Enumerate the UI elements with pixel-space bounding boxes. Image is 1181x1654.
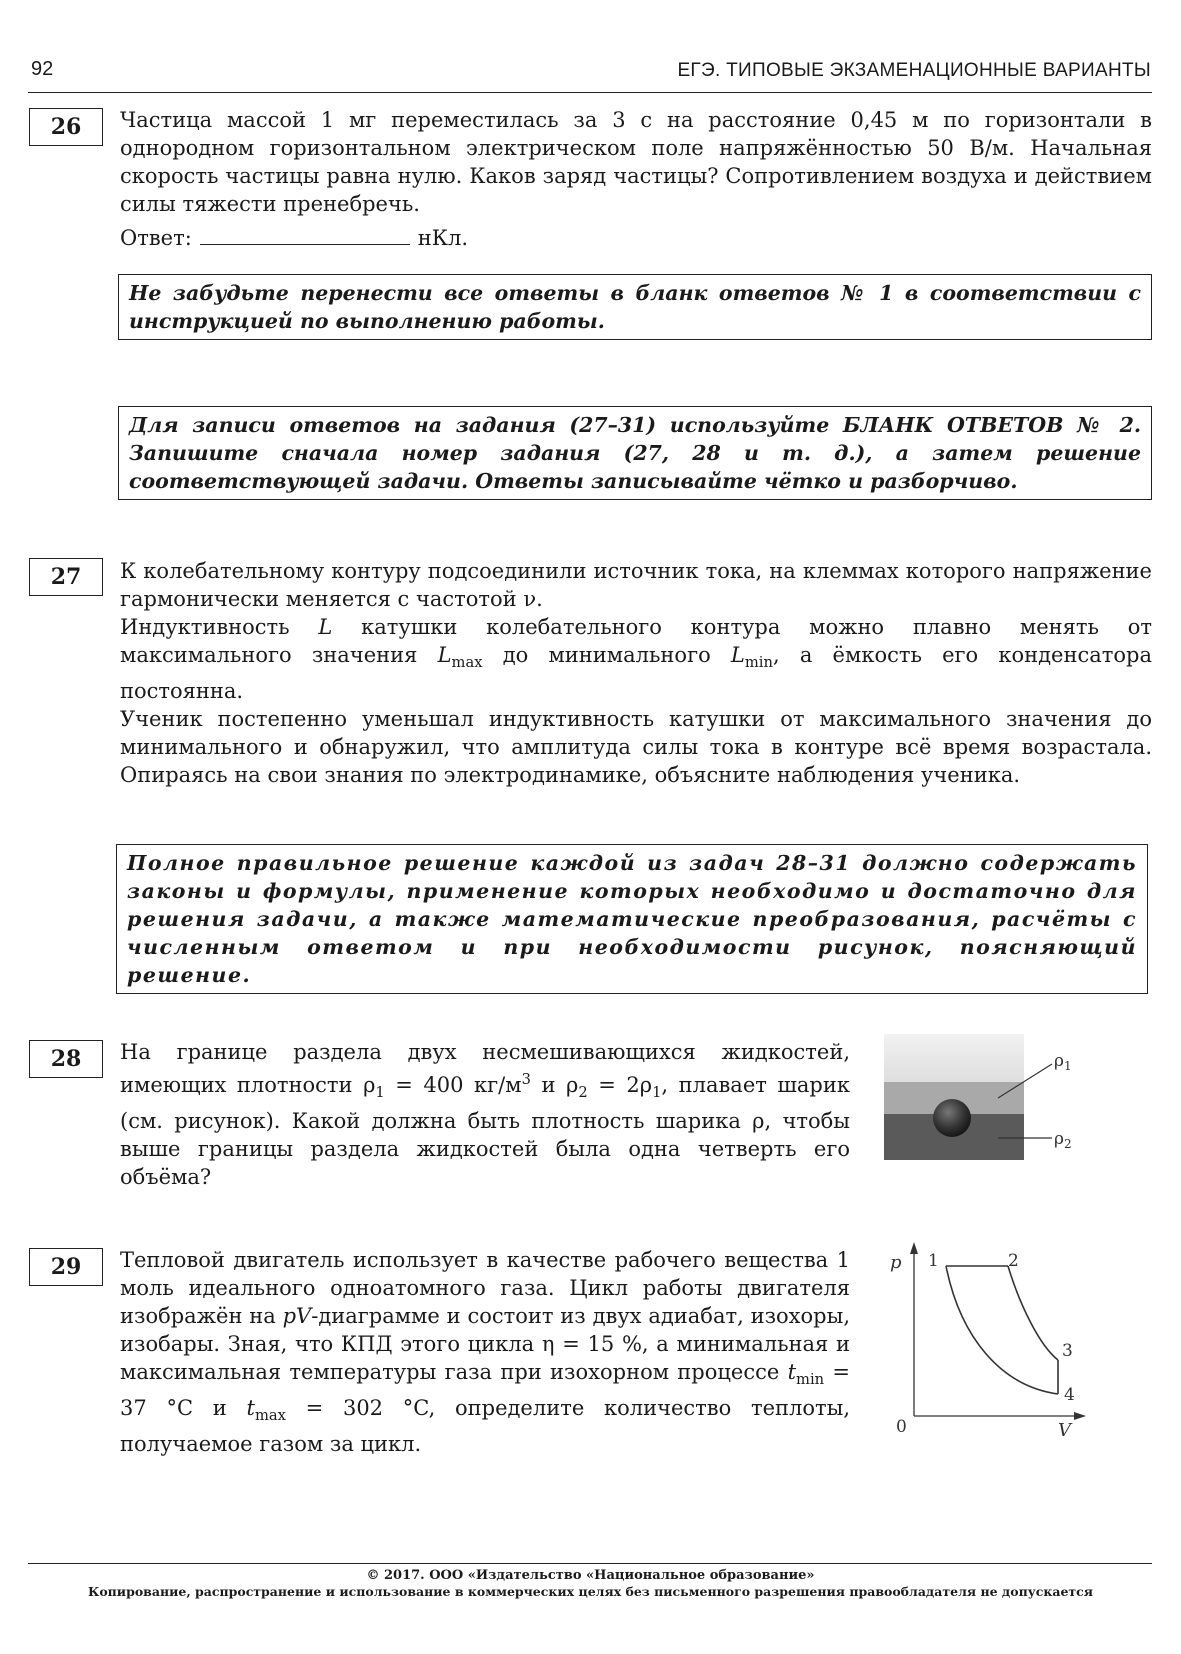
question-27-number: 27 — [29, 558, 103, 596]
footer-divider — [28, 1563, 1152, 1564]
figure-pv-diagram — [880, 1236, 1110, 1446]
copyright-line: © 2017. ООО «Издательство «Национальное образование» — [366, 1568, 815, 1583]
adiabat-2-3 — [1008, 1266, 1058, 1360]
question-26-body: Частица массой 1 мг переместилась за 3 с на расстояние 0,45 м по горизонтали в однородном горизонтальном электрическом поле напряжённостью 50 В/м. Начальная скорость частицы равна нулю. Каков заряд частицы? Сопротивлением воздуха и действием силы тяжести пренебречь. — [120, 108, 1152, 216]
reminder-note: Не забудьте перенести все ответы в бланк ответов № 1 в соответствии с инструкцией по выполнению работы. — [118, 274, 1152, 340]
question-29-body: Тепловой двигатель использует в качестве рабочего вещества 1 моль идеального одноатомного газа. Цикл работы двигателя изображён на pV-диаграмме и состоит из двух адиабат, изохоры, изобары. Зная, что КПД этого цикла η = 15 %, а минимальная и максимальная температуры газа при изохорном процессе $t_{min} = 37$ °C и $t_{max} = 302$ °C, определите количество теплоты, получаемое газом за цикл. — [120, 1248, 850, 1457]
label-rho1: $\rho_1$ — [1054, 1051, 1072, 1073]
question-27-text — [120, 557, 1152, 789]
floating-ball — [933, 1099, 971, 1137]
container-top-space — [884, 1034, 1024, 1082]
question-29-number: 29 — [29, 1248, 103, 1286]
question-29-text — [120, 1246, 850, 1458]
solution-requirements-note: Полное правильное решение каждой из задач 28–31 должно содержать законы и формулы, применение которых необходимо и достаточно для решения задачи, а также математические преобразования, расчёты с численным ответом и при необходимости рисунок, поясняющий решение. — [116, 844, 1148, 994]
axis-label-v: V — [1058, 1420, 1071, 1441]
v-axis-arrow — [1074, 1412, 1086, 1420]
origin-label: 0 — [896, 1417, 907, 1437]
p-axis-arrow — [910, 1242, 918, 1254]
point-label-2: 2 — [1008, 1251, 1019, 1271]
liquids-diagram — [880, 1032, 1110, 1167]
copyright-notice: Копирование, распространение и использование в коммерческих целях без письменного разрешения правообладателя не допускается — [87, 1584, 1094, 1599]
question-27-para-3: Ученик постепенно уменьшал индуктивность катушки от максимального значения до минимального и обнаружил, что амплитуда силы тока в контуре всё время возрастала. Опираясь на свои знания по электродинамике, объясните наблюдения ученика. — [120, 707, 1152, 788]
question-26-text — [120, 106, 1152, 252]
axis-label-p: p — [890, 1252, 902, 1273]
question-26-answer-row — [120, 224, 1152, 252]
question-28-text — [120, 1038, 850, 1191]
answer-unit: нКл. — [417, 226, 469, 250]
adiabat-1-4 — [946, 1266, 1058, 1394]
answer-field-26[interactable] — [200, 226, 410, 245]
question-27-para-2: Индуктивность L катушки колебательного контура можно плавно менять от максимального значения $L_{max}$ до минимального $L_{min}$, а ёмкость его конденсатора постоянна. — [120, 615, 1152, 704]
header-divider — [28, 92, 1152, 93]
figure-two-liquids — [880, 1032, 1110, 1167]
pv-cycle-diagram — [880, 1236, 1110, 1446]
running-header-title: ЕГЭ. ТИПОВЫЕ ЭКЗАМЕНАЦИОННЫЕ ВАРИАНТЫ — [677, 60, 1151, 81]
question-28-number: 28 — [29, 1040, 103, 1078]
point-label-3: 3 — [1062, 1341, 1073, 1361]
instructions-note: Для записи ответов на задания (27–31) используйте БЛАНК ОТВЕТОВ № 2. Запишите сначала номер задания (27, 28 и т. д.), а затем решение соответствующей задачи. Ответы записывайте чётко и разборчиво. — [118, 406, 1152, 500]
point-label-4: 4 — [1064, 1385, 1075, 1405]
question-27-para-1: К колебательному контуру подсоединили источник тока, на клеммах которого напряжение гармонически меняется с частотой ν. — [120, 559, 1152, 611]
answer-label: Ответ: — [120, 226, 192, 250]
page-number: 92 — [31, 58, 54, 80]
point-label-1: 1 — [928, 1251, 939, 1271]
question-28-body: На границе раздела двух несмешивающихся жидкостей, имеющих плотности $\rho_1 = 400$ $кг/м^3$ и $\rho_2 = 2\rho_1$, плавает шарик (см. рисунок). Какой должна быть плотность шарика ρ, чтобы выше границы раздела жидкостей была одна четверть его объёма? — [120, 1040, 850, 1190]
question-26-number: 26 — [29, 108, 103, 146]
label-rho2: $\rho_2$ — [1054, 1129, 1072, 1151]
